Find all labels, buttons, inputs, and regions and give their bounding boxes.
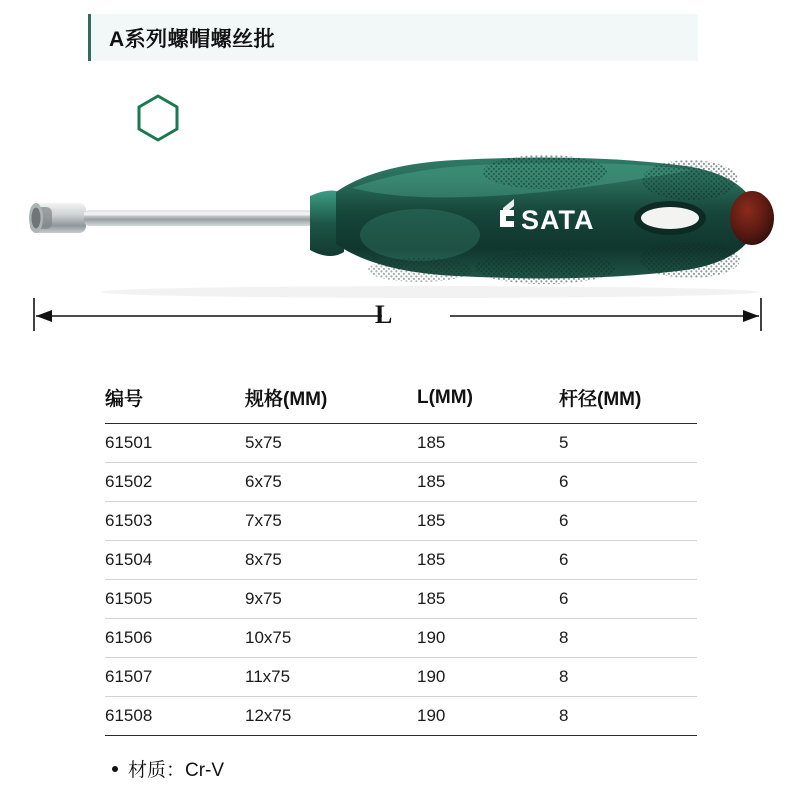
- table-row: [105, 658, 697, 697]
- cell-length: 185: [417, 541, 559, 580]
- cell-shaft-diameter: 6: [559, 580, 697, 619]
- material-footnote-text: 材质：Cr-V: [128, 760, 225, 781]
- svg-text:SATA: SATA: [521, 205, 595, 235]
- table-row: [105, 697, 697, 736]
- cell-spec: 8x75: [245, 541, 417, 580]
- cell-code: 61503: [105, 502, 245, 541]
- cell-shaft-diameter: 6: [559, 541, 697, 580]
- dimension-line: [30, 295, 765, 350]
- cell-spec: 5x75: [245, 424, 417, 463]
- specification-table: [105, 378, 697, 736]
- cell-code: 61504: [105, 541, 245, 580]
- cell-code: 61508: [105, 697, 245, 736]
- material-footnote: [112, 755, 224, 782]
- column-header-code: 编号: [105, 378, 245, 424]
- cell-length: 190: [417, 697, 559, 736]
- table-row: [105, 541, 697, 580]
- table-row: [105, 463, 697, 502]
- cell-code: 61506: [105, 619, 245, 658]
- table-header-row: [105, 378, 697, 424]
- dimension-label: L: [375, 300, 393, 329]
- cell-length: 185: [417, 424, 559, 463]
- cell-spec: 6x75: [245, 463, 417, 502]
- cell-spec: 9x75: [245, 580, 417, 619]
- cell-code: 61505: [105, 580, 245, 619]
- cell-shaft-diameter: 8: [559, 619, 697, 658]
- cell-length: 185: [417, 463, 559, 502]
- cell-length: 185: [417, 580, 559, 619]
- cell-code: 61507: [105, 658, 245, 697]
- cell-spec: 10x75: [245, 619, 417, 658]
- table-row: [105, 619, 697, 658]
- cell-spec: 12x75: [245, 697, 417, 736]
- cell-shaft-diameter: 8: [559, 697, 697, 736]
- cell-shaft-diameter: 6: [559, 463, 697, 502]
- cell-spec: 11x75: [245, 658, 417, 697]
- page-title-bar: [88, 14, 698, 61]
- cell-code: 61501: [105, 424, 245, 463]
- cell-shaft-diameter: 6: [559, 502, 697, 541]
- table-row: [105, 424, 697, 463]
- column-header-length: L(MM): [417, 378, 559, 424]
- table-row: [105, 580, 697, 619]
- cell-length: 190: [417, 619, 559, 658]
- hexagon-outline-icon: [130, 90, 186, 146]
- cell-shaft-diameter: 8: [559, 658, 697, 697]
- column-header-shaft-diameter: 杆径(MM): [559, 378, 697, 424]
- cell-spec: 7x75: [245, 502, 417, 541]
- cell-code: 61502: [105, 463, 245, 502]
- cell-shaft-diameter: 5: [559, 424, 697, 463]
- cell-length: 185: [417, 502, 559, 541]
- table-row: [105, 502, 697, 541]
- product-image: [0, 140, 800, 300]
- column-header-spec: 规格(MM): [245, 378, 417, 424]
- page-title: A系列螺帽螺丝批: [109, 27, 276, 51]
- bullet-icon: [112, 766, 118, 772]
- cell-length: 190: [417, 658, 559, 697]
